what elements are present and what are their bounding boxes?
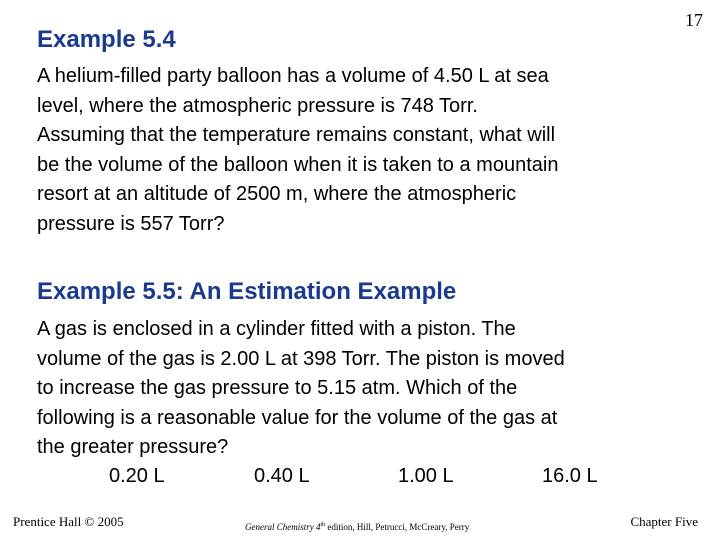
problem-line: be the volume of the balloon when it is taken to a mountain <box>37 153 559 176</box>
problem-line: following is a reasonable value for the volume of the gas at <box>37 406 558 429</box>
footer-publisher: Prentice Hall © 2005 <box>13 514 124 529</box>
page-number: 17 <box>685 10 703 30</box>
answer-choices <box>0 465 720 493</box>
problem-line: Assuming that the temperature remains constant, what will <box>37 124 556 146</box>
answer-choice: 0.20 L <box>109 465 165 487</box>
problem-line: volume of the gas is 2.00 L at 398 Torr. The piston is moved <box>37 347 565 370</box>
edition-superscript: th <box>320 522 326 528</box>
problem-line: pressure is 557 Torr? <box>37 212 225 235</box>
problem-line: resort at an altitude of 2500 m, where the atmospheric <box>37 183 517 205</box>
footer-chapter: Chapter Five <box>630 514 698 529</box>
example-5-5-title: Example 5.5: An Estimation Example <box>37 278 457 305</box>
book-title: General Chemistry 4 <box>245 522 321 532</box>
example-5-4-problem <box>37 62 697 239</box>
answer-choice: 1.00 L <box>398 465 454 487</box>
problem-line: the greater pressure? <box>37 436 229 458</box>
problem-line: level, where the atmospheric pressure is 748 Torr. <box>37 94 478 117</box>
answer-choice: 16.0 L <box>542 465 598 487</box>
example-5-4-title: Example 5.4 <box>37 26 176 53</box>
book-authors: edition, Hill, Petrucci, McCreary, Perry <box>325 522 470 532</box>
problem-line: A gas is enclosed in a cylinder fitted with a piston. The <box>37 318 516 340</box>
example-5-5-problem <box>37 315 697 463</box>
problem-line: to increase the gas pressure to 5.15 atm. Which of the <box>37 377 518 399</box>
problem-line: A helium-filled party balloon has a volume of 4.50 L at sea <box>37 65 549 87</box>
footer-book-citation <box>245 522 469 532</box>
answer-choice: 0.40 L <box>254 465 310 487</box>
